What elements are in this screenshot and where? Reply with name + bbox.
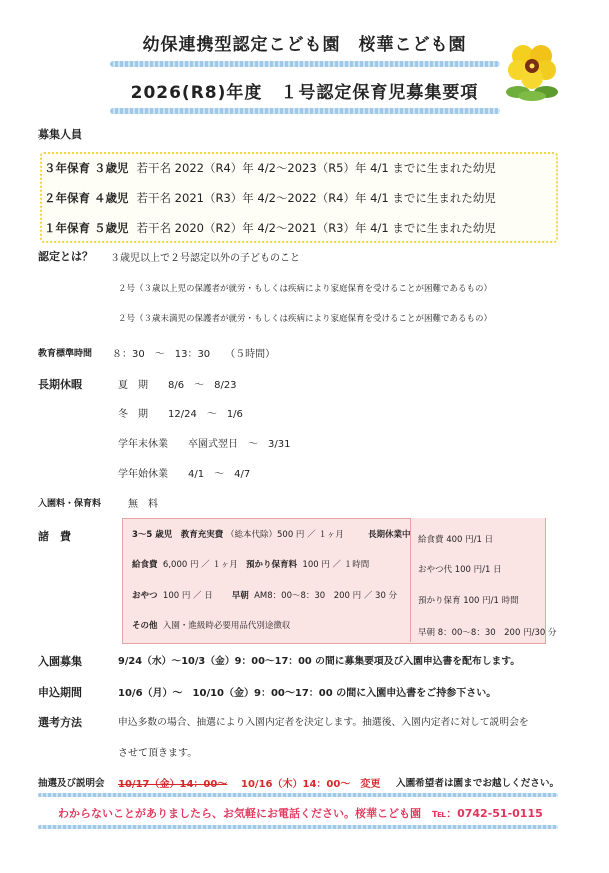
nintei-text: ３歳児以上で２号認定以外の子どものこと bbox=[110, 253, 300, 264]
vacation-yearstart: 学年始休業 4/1 ～ 4/7 bbox=[118, 469, 251, 480]
period-label: 申込期間 bbox=[38, 686, 82, 699]
lottery-new-date: 10/16（木）14：00～ 変更 bbox=[241, 779, 381, 790]
page-title: 幼保連携型認定こども園 桜華こども園 bbox=[142, 35, 467, 55]
costs-side-1: 給食費 400 円/1 日 bbox=[418, 535, 494, 545]
apply-label: 入園募集 bbox=[38, 655, 82, 668]
costs-row1: 3～5 歳児 教育充実費 （総本代除）500 円 ／ １ヶ月 bbox=[132, 530, 344, 540]
costs-row3: おやつ 100 円 ／ 日 早朝 AM8：00～8：30 200 円 ／ 30 分 bbox=[132, 591, 398, 601]
select-line1: 申込多数の場合、抽選により入園内定者を決定します。抽選後、入園内定者に対して説明会を bbox=[118, 717, 529, 728]
fee-value: 無 料 bbox=[128, 499, 158, 510]
age-row-5: １年保育 ５歳児 若干名 2020（R2）年 4/2～2021（R3）年 4/1 までに生まれた幼児 bbox=[44, 221, 496, 235]
pansy-flower-icon bbox=[504, 40, 560, 102]
costs-side-3: 預かり保育 100 円/1 時間 bbox=[418, 596, 519, 606]
nintei-note-2: ２号（３歳未満児の保護者が就労・もしくは疾病により家庭保育を受けることが困難であるもの） bbox=[118, 314, 493, 324]
lottery-underline bbox=[38, 793, 558, 797]
costs-label: 諸 費 bbox=[38, 530, 71, 543]
vacation-yearend: 学年末休業 卒園式翌日 ～ 3/31 bbox=[118, 439, 291, 450]
select-label: 選考方法 bbox=[38, 716, 82, 729]
subtitle-underline bbox=[110, 108, 500, 114]
lottery-note: 入園希望者は園までお越しください。 bbox=[396, 778, 560, 789]
lottery-old-date: 10/17（金）14：00～ bbox=[118, 779, 228, 790]
nintei-note-1: ２号（３歳以上児の保護者が就労・もしくは疾病により家庭保育を受けることが困難であるもの） bbox=[118, 284, 493, 294]
costs-long-break: 長期休業中 bbox=[368, 530, 411, 540]
age-row-3: ３年保育 ３歳児 若干名 2022（R4）年 4/2～2023（R5）年 4/1 までに生まれた幼児 bbox=[44, 161, 496, 175]
costs-row4: その他 入園・進級時必要用品代別途徴収 bbox=[132, 621, 291, 631]
footer-underline bbox=[38, 825, 558, 829]
costs-side-4: 早朝 8：00～8：30 200 円/30 分 bbox=[418, 628, 557, 638]
lottery-label: 抽選及び説明会 bbox=[38, 778, 105, 789]
costs-side-2: おやつ代 100 円/1 日 bbox=[418, 565, 502, 575]
hours-label: 教育標準時間 bbox=[38, 349, 93, 359]
vacation-winter: 冬 期 12/24 ～ 1/6 bbox=[118, 409, 243, 420]
page-subtitle: 2026(R8)年度 １号認定保育児募集要項 bbox=[130, 83, 479, 103]
select-line2: させて頂きます。 bbox=[118, 748, 198, 759]
vacation-summer: 夏 期 8/6 ～ 8/23 bbox=[118, 380, 237, 391]
period-text: 10/6（月）～ 10/10（金）9：00～17：00 の間に入園申込書をご持参下さい。 bbox=[118, 688, 497, 699]
title-underline bbox=[110, 61, 500, 67]
fee-label: 入園料・保育料 bbox=[38, 499, 102, 509]
recruit-label: 募集人員 bbox=[38, 128, 82, 141]
hours-value: ８：30 ～ 13：30 （５時間） bbox=[112, 349, 276, 360]
costs-row2: 給食費 6,000 円 ／ １ヶ月 預かり保育料 100 円 ／ １時間 bbox=[132, 560, 370, 570]
age-row-4: ２年保育 ４歳児 若干名 2021（R3）年 4/2～2022（R4）年 4/1 までに生まれた幼児 bbox=[44, 191, 496, 205]
nintei-label: 認定とは？ bbox=[38, 250, 93, 263]
footer-contact: わからないことがありましたら、お気軽にお電話ください。桜華こども園 ℡：0742-51-0115 bbox=[58, 807, 543, 820]
vacation-label: 長期休暇 bbox=[38, 378, 82, 391]
apply-text: 9/24（水）～10/3（金）9：00～17：00 の間に募集要項及び入園申込書を配布します。 bbox=[118, 656, 521, 667]
